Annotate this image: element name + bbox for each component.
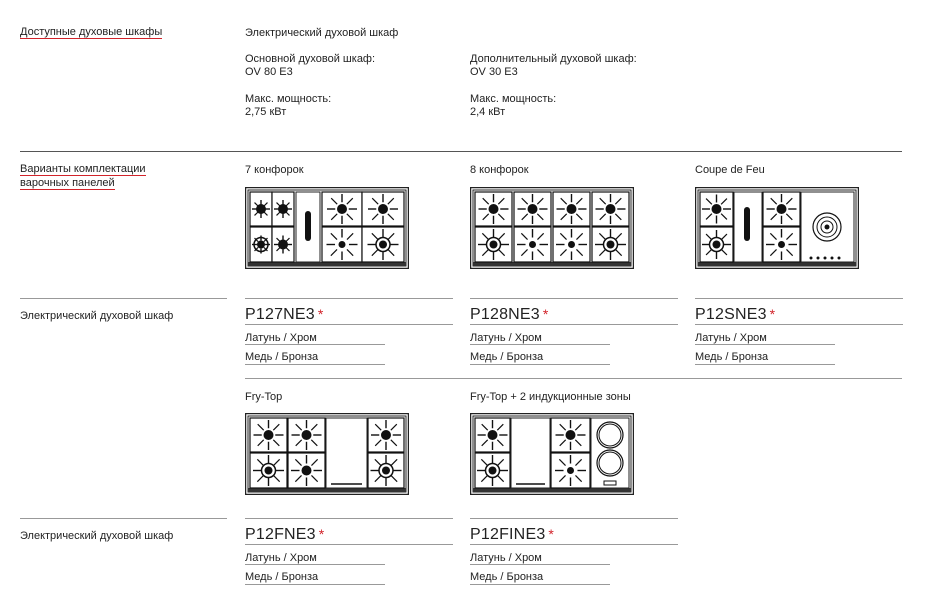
extra-oven-power-label: Макс. мощность: bbox=[470, 93, 557, 105]
hob-title-fry-top-induction: Fry-Top + 2 индукционные зоны bbox=[470, 391, 631, 403]
row1-oven-divider bbox=[20, 298, 227, 299]
finish-brass-chrome: Латунь / Хром bbox=[470, 332, 542, 344]
hob-title-coupe: Coupe de Feu bbox=[695, 164, 765, 176]
model-p12sne3: P12SNE3 * bbox=[695, 306, 776, 323]
main-oven-power-label: Макс. мощность: bbox=[245, 93, 332, 105]
finish-underline bbox=[470, 344, 610, 345]
extra-oven-label: Дополнительный духовой шкаф: bbox=[470, 53, 637, 65]
model-underline bbox=[695, 324, 903, 325]
finish-copper-bronze: Медь / Бронза bbox=[695, 351, 769, 363]
model-p12fine3: P12FINE3 * bbox=[470, 526, 555, 543]
oven-type: Электрический духовой шкаф bbox=[245, 27, 399, 39]
hob-8-burners-diagram bbox=[470, 187, 634, 269]
section-divider bbox=[20, 151, 902, 152]
model-underline bbox=[470, 544, 678, 545]
row1-divider-3 bbox=[695, 298, 903, 299]
model-underline bbox=[245, 544, 453, 545]
hob-title-fry-top: Fry-Top bbox=[245, 391, 283, 403]
row1-divider-1 bbox=[245, 298, 453, 299]
finish-copper-bronze: Медь / Бронза bbox=[245, 571, 319, 583]
model-p127ne3: P127NE3 * bbox=[245, 306, 324, 323]
hob-7-burners-diagram bbox=[245, 187, 409, 269]
main-oven-power: 2,75 кВт bbox=[245, 106, 287, 118]
model-p128ne3: P128NE3 * bbox=[470, 306, 549, 323]
finish-underline bbox=[245, 344, 385, 345]
finish-copper-bronze: Медь / Бронза bbox=[470, 571, 544, 583]
main-oven-model: OV 80 E3 bbox=[245, 66, 293, 78]
finish-underline bbox=[470, 364, 610, 365]
finish-underline bbox=[245, 564, 385, 565]
main-oven-label: Основной духовой шкаф: bbox=[245, 53, 376, 65]
row2-oven-label: Электрический духовой шкаф bbox=[20, 530, 174, 542]
finish-underline bbox=[470, 584, 610, 585]
finish-underline bbox=[695, 344, 835, 345]
available-ovens-label: Доступные духовые шкафы bbox=[20, 26, 163, 38]
finish-underline bbox=[695, 364, 835, 365]
model-underline bbox=[245, 324, 453, 325]
hob-variants-label: Варианты комплектации варочных панелей bbox=[20, 163, 146, 189]
hob-fry-top-diagram bbox=[245, 413, 409, 495]
model-p12fne3: P12FNE3 * bbox=[245, 526, 325, 543]
finish-copper-bronze: Медь / Бронза bbox=[245, 351, 319, 363]
row1-divider-2 bbox=[470, 298, 678, 299]
row2-divider-2 bbox=[470, 518, 678, 519]
row-divider bbox=[245, 378, 902, 379]
extra-oven-model: OV 30 E3 bbox=[470, 66, 518, 78]
finish-brass-chrome: Латунь / Хром bbox=[245, 332, 317, 344]
hob-fry-top-induction-diagram bbox=[470, 413, 634, 495]
hob-coupe-de-feu-diagram bbox=[695, 187, 859, 269]
finish-brass-chrome: Латунь / Хром bbox=[695, 332, 767, 344]
row1-oven-label: Электрический духовой шкаф bbox=[20, 310, 174, 322]
hob-title-8: 8 конфорок bbox=[470, 164, 529, 176]
finish-brass-chrome: Латунь / Хром bbox=[245, 552, 317, 564]
row2-oven-divider bbox=[20, 518, 227, 519]
finish-underline bbox=[245, 364, 385, 365]
burners bbox=[250, 192, 404, 262]
model-underline bbox=[470, 324, 678, 325]
finish-copper-bronze: Медь / Бронза bbox=[470, 351, 544, 363]
finish-brass-chrome: Латунь / Хром bbox=[470, 552, 542, 564]
finish-underline bbox=[245, 584, 385, 585]
finish-underline bbox=[470, 564, 610, 565]
row2-divider-1 bbox=[245, 518, 453, 519]
hob-title-7: 7 конфорок bbox=[245, 164, 304, 176]
extra-oven-power: 2,4 кВт bbox=[470, 106, 506, 118]
